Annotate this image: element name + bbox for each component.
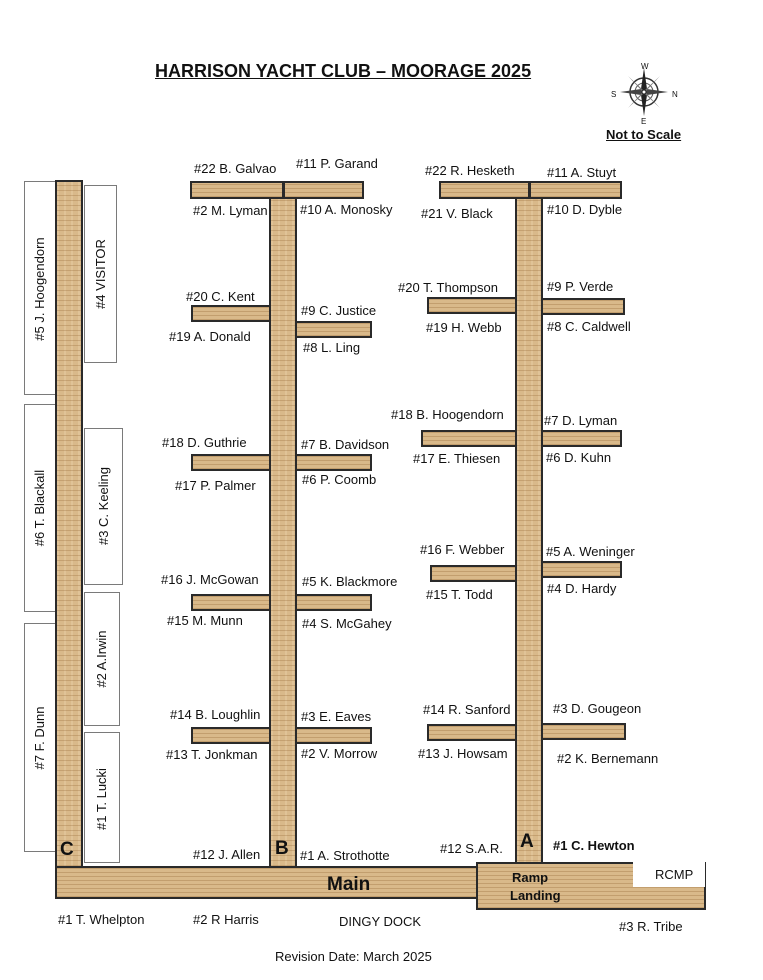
- finger-a-7: [541, 430, 622, 447]
- compass-s: S: [611, 90, 617, 99]
- ramp-label: Ramp: [512, 870, 549, 885]
- slip-b-13: #13 T. Jonkman: [166, 747, 258, 762]
- slip-b-4: #4 S. McGahey: [302, 616, 392, 631]
- slip-b-20: #20 C. Kent: [186, 289, 255, 304]
- finger-b-11: [283, 181, 364, 199]
- slip-b-19: #19 A. Donald: [169, 329, 251, 344]
- slip-a-18: #18 B. Hoogendorn: [391, 407, 504, 422]
- slip-b-2-top: #2 M. Lyman: [193, 203, 268, 218]
- slip-a-22: #22 R. Hesketh: [425, 163, 515, 178]
- slip-b-12: #12 J. Allen: [193, 847, 261, 862]
- slip-a-20: #20 T. Thompson: [398, 280, 498, 295]
- slip-a-15: #15 T. Todd: [426, 587, 493, 602]
- finger-b-20: [191, 305, 271, 322]
- finger-a-5: [541, 561, 622, 578]
- dock-b: [269, 197, 297, 868]
- slip-c3-label: #3 C. Keeling: [96, 466, 111, 546]
- finger-a-11: [529, 181, 622, 199]
- finger-a-9: [541, 298, 625, 315]
- revision-date: Revision Date: March 2025: [275, 949, 432, 964]
- slip-b-11: #11 P. Garand: [296, 156, 378, 171]
- slip-b-6: #6 P. Coomb: [302, 472, 377, 487]
- main-dock: [55, 866, 479, 899]
- slip-c7-label: #7 F. Dunn: [32, 706, 47, 770]
- slip-b-22: #22 B. Galvao: [194, 161, 277, 176]
- dock-a: [515, 197, 543, 868]
- compass-e: E: [641, 117, 647, 126]
- slip-a-11: #11 A. Stuyt: [547, 165, 617, 180]
- slip-b-8: #8 L. Ling: [303, 340, 361, 355]
- slip-b-15: #15 M. Munn: [167, 613, 243, 628]
- finger-a-3: [541, 723, 626, 740]
- slip-a-13: #13 J. Howsam: [418, 746, 508, 761]
- slip-b-5: #5 K. Blackmore: [302, 574, 398, 589]
- finger-b-22: [190, 181, 284, 199]
- finger-b-5: [295, 594, 372, 611]
- slip-b-7: #7 B. Davidson: [301, 437, 390, 452]
- scale-note: Not to Scale: [606, 127, 682, 142]
- slip-b-10: #10 A. Monosky: [300, 202, 393, 217]
- slip-b-17: #17 P. Palmer: [175, 478, 256, 493]
- slip-a-14: #14 R. Sanford: [423, 702, 511, 717]
- slip-a-2: #2 K. Bernemann: [557, 751, 659, 766]
- slip-a-3: #3 D. Gougeon: [553, 701, 642, 716]
- slip-a-1: #1 C. Hewton: [553, 838, 635, 853]
- slip-a-5: #5 A. Weninger: [546, 544, 635, 559]
- finger-b-9: [295, 321, 372, 338]
- slip-a-6: #6 D. Kuhn: [546, 450, 612, 465]
- slip-b-14: #14 B. Loughlin: [170, 707, 261, 722]
- slip-a-10: #10 D. Dyble: [547, 202, 623, 217]
- finger-b-14: [191, 727, 271, 744]
- finger-a-18: [421, 430, 517, 447]
- slip-c2-label: #2 A.Irwin: [94, 630, 109, 688]
- finger-b-16: [191, 594, 271, 611]
- slip-a-9: #9 P. Verde: [547, 279, 614, 294]
- slip-landing-3: #3 R. Tribe: [619, 919, 683, 934]
- slip-c6-label: #6 T. Blackall: [32, 469, 47, 547]
- slip-b-2-bottom: #2 V. Morrow: [301, 746, 378, 761]
- finger-b-3: [295, 727, 372, 744]
- slip-a-17: #17 E. Thiesen: [413, 451, 501, 466]
- main-dock-label: Main: [327, 874, 371, 895]
- slip-b-18: #18 D. Guthrie: [162, 435, 247, 450]
- slip-main-1: #1 T. Whelpton: [58, 912, 145, 927]
- slip-a-12: #12 S.A.R.: [440, 841, 503, 856]
- slip-b-9: #9 C. Justice: [301, 303, 377, 318]
- slip-a-19: #19 H. Webb: [426, 320, 502, 335]
- compass-n: N: [672, 90, 678, 99]
- slip-a-4: #4 D. Hardy: [547, 581, 617, 596]
- slip-a-7: #7 D. Lyman: [544, 413, 618, 428]
- dock-a-letter: A: [520, 831, 534, 852]
- slip-c1-label: #1 T. Lucki: [94, 768, 109, 830]
- dingy-dock: DINGY DOCK: [339, 914, 422, 929]
- slip-c4-label: #4 VISITOR: [93, 239, 108, 309]
- slip-main-2: #2 R Harris: [193, 912, 259, 927]
- slip-c5-label: #5 J. Hoogendorn: [32, 237, 47, 341]
- slip-a-8: #8 C. Caldwell: [547, 319, 631, 334]
- dock-c: [55, 180, 83, 868]
- finger-a-22: [439, 181, 530, 199]
- slip-b-3: #3 E. Eaves: [301, 709, 372, 724]
- finger-a-14: [427, 724, 517, 741]
- slip-b-1: #1 A. Strothotte: [300, 848, 390, 863]
- dock-c-letter: C: [60, 839, 74, 860]
- slip-a-21: #21 V. Black: [421, 206, 493, 221]
- finger-a-16: [430, 565, 517, 582]
- dock-b-letter: B: [275, 838, 289, 859]
- finger-b-7: [295, 454, 372, 471]
- rcmp-label: RCMP: [655, 867, 694, 882]
- landing-label: Landing: [510, 888, 561, 903]
- slip-b-16: #16 J. McGowan: [161, 572, 259, 587]
- compass-w: W: [641, 62, 649, 71]
- slip-a-16: #16 F. Webber: [420, 542, 505, 557]
- finger-b-18: [191, 454, 271, 471]
- finger-a-20: [427, 297, 517, 314]
- page-title: HARRISON YACHT CLUB – MOORAGE 2025: [155, 61, 532, 81]
